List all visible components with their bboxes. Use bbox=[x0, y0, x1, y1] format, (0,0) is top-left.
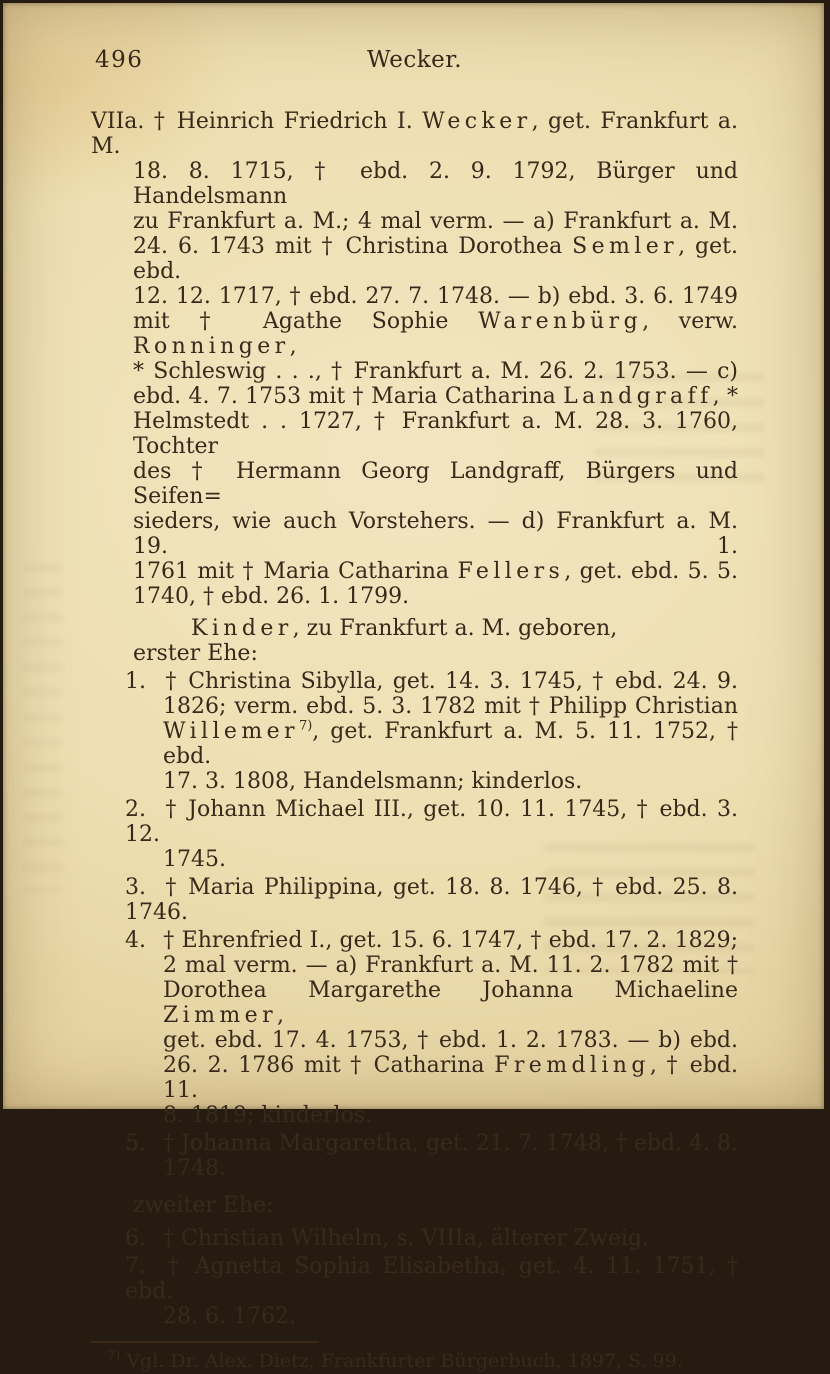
text-segment: zweiter Ehe: bbox=[133, 1193, 274, 1218]
spaced-name: Semler bbox=[572, 234, 678, 259]
text-segment: , zu Frankfurt a. M. geboren, bbox=[293, 616, 618, 641]
show-through-ghost bbox=[23, 563, 63, 893]
text-segment: 1826; verm. ebd. 5. 3. 1782 mit † Philipp Christian bbox=[163, 694, 738, 719]
text-segment: mit † Agathe Sophie bbox=[133, 309, 478, 334]
spaced-name: Wecker bbox=[422, 109, 531, 134]
footnote-rule bbox=[91, 1341, 319, 1343]
footnote-ref: 7) bbox=[107, 1349, 120, 1364]
text-segment: , bbox=[290, 334, 297, 359]
text-line bbox=[91, 1304, 738, 1329]
text-line bbox=[91, 509, 738, 559]
text-segment: Dorothea Margarethe Johanna Michaeline bbox=[163, 978, 745, 1003]
spaced-name: Kinder bbox=[191, 616, 293, 641]
footnote-ref: 7) bbox=[299, 719, 312, 734]
text-segment: 1745. bbox=[163, 847, 226, 872]
text-line bbox=[91, 1053, 738, 1103]
text-segment: † Christian Wilhelm, s. VIIIa, älterer Zweig. bbox=[163, 1226, 649, 1251]
text-segment: † Agnetta Sophia Elisabetha, get. 4. 11. 1751, † ebd. bbox=[125, 1254, 745, 1304]
text-line bbox=[91, 309, 738, 359]
spaced-name: Warenbürg bbox=[478, 309, 642, 334]
text-segment: , get. Frankfurt a. M. bbox=[91, 109, 745, 159]
text-line bbox=[91, 1103, 738, 1128]
text-segment: 12. 12. 1717, † ebd. 27. 7. 1748. — b) ebd. 3. 6. 1749 bbox=[133, 284, 738, 309]
text-line bbox=[91, 359, 738, 384]
text-segment: ebd. 4. 7. 1753 mit † Maria Catharina bbox=[133, 384, 563, 409]
text-line bbox=[91, 616, 738, 641]
text-segment: 24. 6. 1743 mit † Christina Dorothea bbox=[133, 234, 572, 259]
text-segment: 18. 8. 1715, † ebd. 2. 9. 1792, Bürger und Handelsmann bbox=[133, 159, 745, 209]
text-segment: 1748. bbox=[163, 1156, 226, 1181]
text-line bbox=[91, 1028, 738, 1053]
text-segment: , verw. bbox=[642, 309, 745, 334]
entry-paragraph-viia bbox=[91, 109, 738, 609]
text-line bbox=[91, 1254, 738, 1304]
list-item-5 bbox=[91, 1131, 738, 1181]
text-line bbox=[91, 1193, 738, 1218]
text-segment: get. ebd. 17. 4. 1753, † ebd. 1. 2. 1783. — b) ebd. bbox=[163, 1028, 738, 1053]
text-line bbox=[91, 1131, 738, 1156]
text-segment: † Johann Michael III., get. 10. 11. 1745, † ebd. 3. 12. bbox=[125, 797, 745, 847]
text-segment: † Ehrenfried I., get. 15. 6. 1747, † ebd. 17. 2. 1829; bbox=[163, 928, 738, 953]
text-line bbox=[91, 978, 738, 1028]
list-item-7 bbox=[91, 1254, 738, 1329]
spaced-name: Fremdling bbox=[494, 1053, 650, 1078]
text-segment: † Johanna Margaretha, get. 21. 7. 1748, † ebd. 4. 8. bbox=[163, 1131, 738, 1156]
text-line bbox=[91, 459, 738, 509]
first-marriage-heading bbox=[91, 641, 738, 666]
item-number: 7. bbox=[125, 1254, 163, 1279]
item-number: 3. bbox=[125, 875, 163, 900]
footnote bbox=[91, 1349, 738, 1374]
item-number: 1. bbox=[125, 669, 163, 694]
text-line bbox=[91, 384, 738, 409]
text-line bbox=[91, 284, 738, 309]
text-segment: Vgl. Dr. Alex. Dietz, Frankfurter Bürgerbuch, 1897, S. 99. bbox=[120, 1350, 682, 1372]
text-line bbox=[91, 159, 738, 209]
text-segment: 1740, † ebd. 26. 1. 1799. bbox=[133, 584, 409, 609]
item-number: 5. bbox=[125, 1131, 163, 1156]
spaced-name: Willemer bbox=[163, 719, 299, 744]
text-line bbox=[91, 559, 738, 584]
footnote-area bbox=[91, 1341, 738, 1374]
text-segment: , bbox=[277, 1003, 284, 1028]
text-segment: des † Hermann Georg Landgraff, Bürgers und Seifen= bbox=[133, 459, 745, 509]
text-line bbox=[91, 719, 738, 769]
text-segment: zu Frankfurt a. M.; 4 mal verm. — a) Frankfurt a. M. bbox=[133, 209, 738, 234]
text-segment: , * bbox=[713, 384, 738, 409]
list-item-1 bbox=[91, 669, 738, 794]
text-segment: , get. ebd. bbox=[133, 234, 745, 284]
spaced-name: Zimmer bbox=[163, 1003, 277, 1028]
text-segment: sieders, wie auch Vorstehers. — d) Frankfurt a. M. 19. 1. bbox=[133, 509, 745, 559]
book-page-scan bbox=[3, 3, 824, 1109]
children-heading bbox=[91, 616, 738, 641]
text-line bbox=[91, 669, 738, 694]
second-marriage-heading bbox=[91, 1193, 738, 1218]
text-segment: † Christina Sibylla, get. 14. 3. 1745, † ebd. 24. 9. bbox=[163, 669, 738, 694]
spaced-name: Ronninger bbox=[133, 334, 290, 359]
text-line bbox=[91, 847, 738, 872]
body-text bbox=[91, 109, 738, 1329]
text-line bbox=[91, 409, 738, 459]
text-segment: , get. Frankfurt a. M. 5. 11. 1752, † ebd. bbox=[163, 719, 745, 769]
text-line bbox=[91, 769, 738, 794]
text-segment: 8. 1819; kinderlos. bbox=[163, 1103, 372, 1128]
text-line bbox=[91, 797, 738, 847]
item-number: 2. bbox=[125, 797, 163, 822]
text-line bbox=[91, 694, 738, 719]
text-line bbox=[91, 641, 738, 666]
text-line bbox=[91, 584, 738, 609]
text-segment: erster Ehe: bbox=[133, 641, 258, 666]
text-line bbox=[91, 234, 738, 284]
item-number: 6. bbox=[125, 1226, 163, 1251]
spaced-name: Landgraff bbox=[563, 384, 713, 409]
text-segment: VIIa. † Heinrich Friedrich I. bbox=[91, 109, 422, 134]
text-segment: † Maria Philippina, get. 18. 8. 1746, † ebd. 25. 8. 1746. bbox=[125, 875, 745, 925]
text-line bbox=[91, 875, 738, 925]
page-header-row bbox=[91, 47, 738, 77]
text-segment: , † ebd. 11. bbox=[163, 1053, 745, 1103]
list-item-2 bbox=[91, 797, 738, 872]
list-item-3 bbox=[91, 875, 738, 925]
text-segment: 26. 2. 1786 mit † Catharina bbox=[163, 1053, 494, 1078]
text-line bbox=[91, 1226, 738, 1251]
list-item-6 bbox=[91, 1226, 738, 1251]
text-line bbox=[91, 109, 738, 159]
page-number: 496 bbox=[95, 47, 143, 73]
text-segment: 17. 3. 1808, Handelsmann; kinderlos. bbox=[163, 769, 582, 794]
item-number: 4. bbox=[125, 928, 163, 953]
running-header: Wecker. bbox=[91, 47, 738, 73]
list-item-4 bbox=[91, 928, 738, 1128]
text-line bbox=[91, 209, 738, 234]
text-segment: * Schleswig . . ., † Frankfurt a. M. 26. 2. 1753. — c) bbox=[133, 359, 738, 384]
spaced-name: Fellers bbox=[457, 559, 564, 584]
text-segment: 2 mal verm. — a) Frankfurt a. M. 11. 2. 1782 mit † bbox=[163, 953, 738, 978]
text-segment: , get. ebd. 5. 5. bbox=[564, 559, 738, 584]
text-segment: 1761 mit † Maria Catharina bbox=[133, 559, 457, 584]
text-segment: Helmstedt . . 1727, † Frankfurt a. M. 28. 3. 1760, Tochter bbox=[133, 409, 745, 459]
text-line bbox=[91, 928, 738, 953]
text-line bbox=[91, 953, 738, 978]
text-segment: 28. 6. 1762. bbox=[163, 1304, 296, 1329]
text-line bbox=[91, 1156, 738, 1181]
